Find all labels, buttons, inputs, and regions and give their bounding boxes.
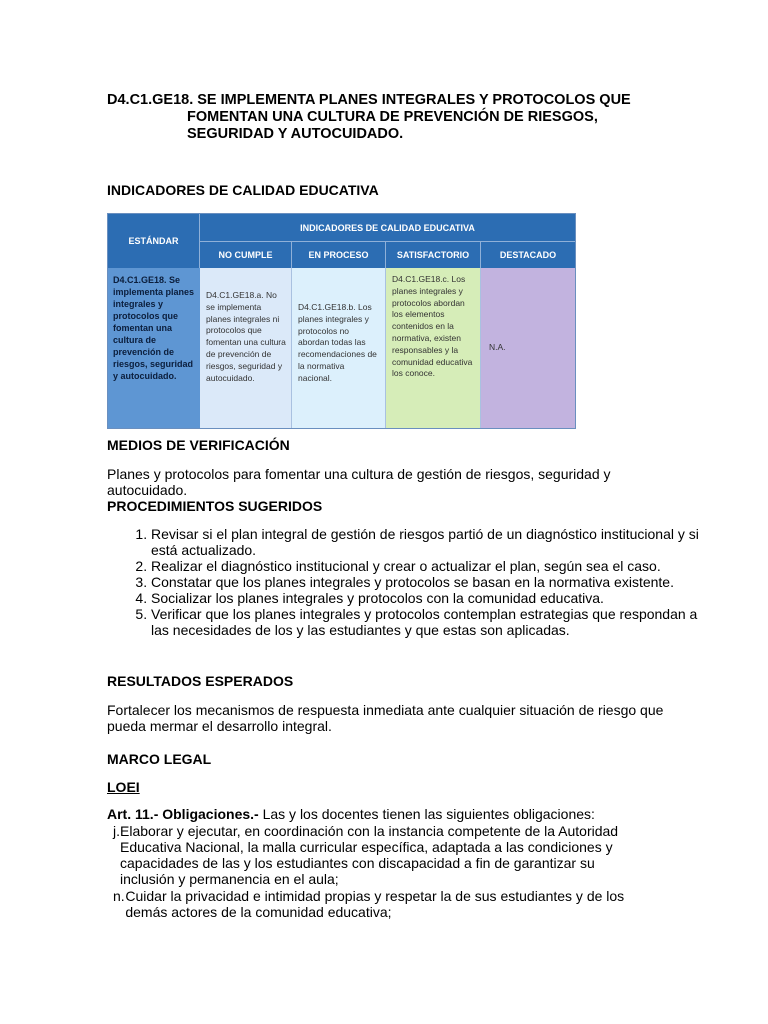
clause-n [113, 888, 653, 920]
marco-heading: MARCO LEGAL [107, 751, 212, 767]
col-destacado: DESTACADO [481, 242, 575, 268]
list-item: 4. Socializar los planes integrales y protocolos con la comunidad educativa. [151, 590, 711, 606]
page-title [107, 92, 631, 143]
title-line-1: D4.C1.GE18. SE IMPLEMENTA PLANES INTEGRALES Y PROTOCOLOS QUE [107, 92, 631, 108]
article-label: Art. 11.- Obligaciones.- [107, 806, 259, 822]
list-item: 2. Realizar el diagnóstico institucional y crear o actualizar el plan, según sea el caso. [151, 558, 711, 574]
estandar-cell: D4.C1.GE18. Se implementa planes integrales y protocolos que fomentan una cultura de prevención de riesgos, seguridad y autocuidado. [108, 268, 200, 428]
clause-n-marker: n. [113, 888, 125, 904]
indicadores-header: INDICADORES DE CALIDAD EDUCATIVA [200, 214, 575, 242]
article-11 [107, 806, 667, 822]
title-line-2: FOMENTAN UNA CULTURA DE PREVENCIÓN DE RIESGOS, [187, 109, 598, 125]
procedimientos-heading: PROCEDIMIENTOS SUGERIDOS [107, 498, 323, 514]
indicadores-heading: INDICADORES DE CALIDAD EDUCATIVA [107, 182, 379, 198]
list-item: 3. Constatar que los planes integrales y protocolos se basan en la normativa existente. [151, 574, 711, 590]
col-satisfactorio: SATISFACTORIO [386, 242, 481, 268]
en-proceso-cell: D4.C1.GE18.b. Los planes integrales y protocolos no abordan todas las recomendaciones de la normativa nacional. [292, 268, 386, 428]
clause-j-text: Elaborar y ejecutar, en coordinación con la instancia competente de la Autoridad Educativa Nacional, la malla curricular específica, adaptada a las condiciones y capacidades de las y los estudiantes con discapacidad a fin de garantizar su inclusión y permanencia en el aula; [120, 823, 619, 887]
loei-heading [107, 779, 140, 795]
estandar-header: ESTÁNDAR [108, 214, 200, 268]
satisfactorio-cell: D4.C1.GE18.c. Los planes integrales y protocolos abordan los elementos contenidos en la normativa, existen responsables y la comunidad educativa los conoce. [386, 268, 481, 428]
list-item: 1. Revisar si el plan integral de gestión de riesgos partió de un diagnóstico institucional y si está actualizado. [151, 526, 711, 558]
clause-j [113, 823, 653, 887]
no-cumple-cell: D4.C1.GE18.a. No se implementa planes integrales ni protocolos que fomentan una cultura de prevención de riesgos, seguridad y autocuidado. [200, 268, 292, 428]
medios-text: Planes y protocolos para fomentar una cultura de gestión de riesgos, seguridad y autocuidado. [107, 466, 611, 498]
clause-n-text: Cuidar la privacidad e intimidad propias y respetar la de sus estudiantes y de los demás actores de la comunidad educativa; [125, 888, 625, 920]
procedimientos-list [107, 526, 711, 638]
list-item: 5. Verificar que los planes integrales y protocolos contemplan estrategias que respondan a las necesidades de los y las estudiantes y que estas son aplicadas. [151, 606, 711, 638]
resultados-text: Fortalecer los mecanismos de respuesta inmediata ante cualquier situación de riesgo que pueda mermar el desarrollo integral. [107, 702, 664, 734]
article-text: Las y los docentes tienen las siguientes obligaciones: [258, 806, 595, 822]
title-line-3: SEGURIDAD Y AUTOCUIDADO. [187, 126, 404, 142]
col-en-proceso: EN PROCESO [292, 242, 386, 268]
resultados-heading: RESULTADOS ESPERADOS [107, 673, 294, 689]
clause-j-marker: j. [113, 823, 120, 839]
medios-heading: MEDIOS DE VERIFICACIÓN [107, 437, 290, 453]
col-no-cumple: NO CUMPLE [200, 242, 292, 268]
destacado-cell: N.A. [481, 268, 575, 428]
loei-label: LOEI [107, 779, 140, 795]
indicators-table [107, 213, 576, 429]
